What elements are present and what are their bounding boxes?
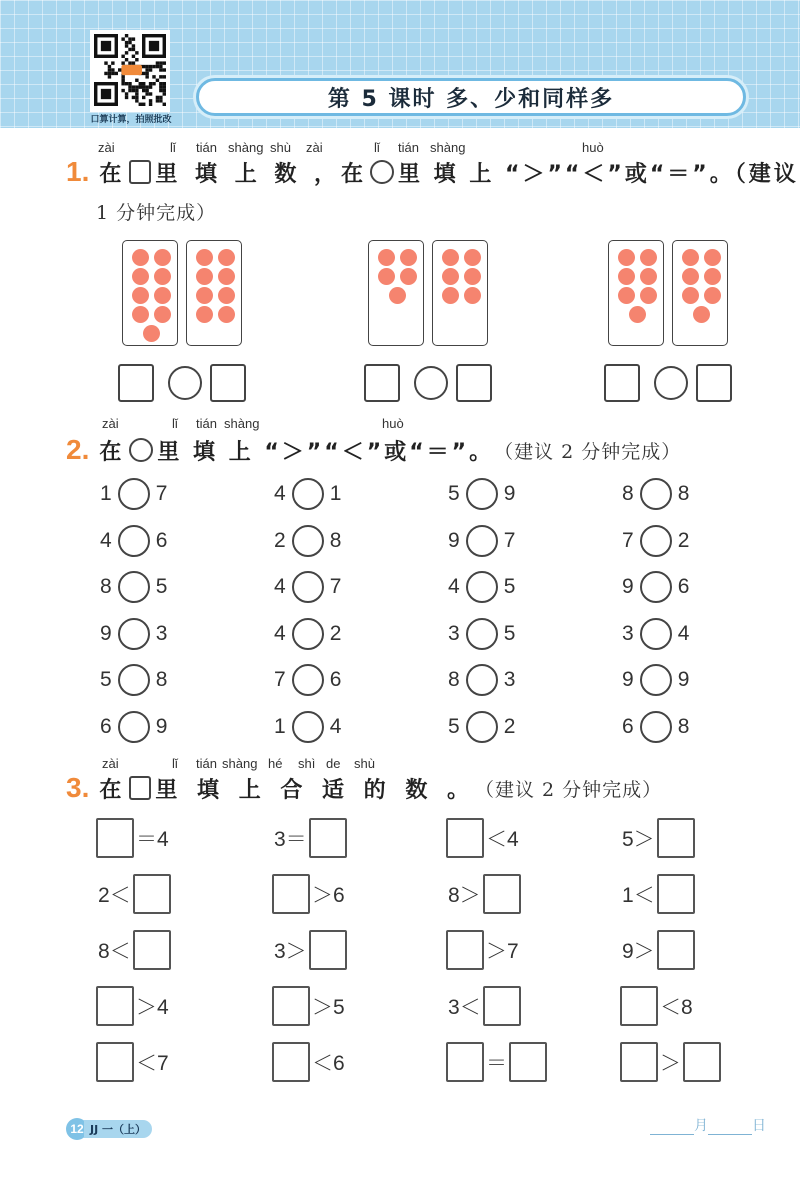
pinyin: tián xyxy=(196,140,217,155)
pinyin: de xyxy=(326,756,341,771)
fill-item xyxy=(272,818,347,858)
answer-box[interactable] xyxy=(604,364,640,402)
answer-box[interactable] xyxy=(309,930,347,970)
fill-item xyxy=(446,930,521,970)
pinyin: huò xyxy=(382,416,404,431)
pinyin: lǐ xyxy=(374,140,380,155)
pinyin: huò xyxy=(582,140,604,155)
expression-text: 3＝ xyxy=(274,828,307,851)
day-blank[interactable] xyxy=(708,1121,752,1135)
pinyin: lǐ xyxy=(172,756,178,771)
compare-circle[interactable] xyxy=(292,478,324,510)
counter-dot xyxy=(154,268,171,285)
pinyin: shàng xyxy=(430,140,466,155)
expression-text: ＞7 xyxy=(486,940,519,963)
compare-item xyxy=(274,476,341,512)
expression-text: ＜4 xyxy=(486,828,519,851)
compare-circle[interactable] xyxy=(118,525,150,557)
q3-heading xyxy=(66,768,662,808)
q2-heading xyxy=(66,430,681,470)
dot-card xyxy=(432,240,488,346)
compare-item xyxy=(448,709,515,745)
dot-card xyxy=(608,240,664,346)
left-number: 9 xyxy=(100,621,112,645)
right-number: 2 xyxy=(503,714,516,738)
answer-box[interactable] xyxy=(683,1042,721,1082)
compare-item xyxy=(448,569,515,605)
compare-circle[interactable] xyxy=(118,478,150,510)
counter-dot xyxy=(442,287,459,304)
answer-box[interactable] xyxy=(657,874,695,914)
fill-item xyxy=(272,930,347,970)
expression-text: 2＜ xyxy=(98,884,131,907)
q2-text-a: 在 xyxy=(99,439,128,465)
right-number: 5 xyxy=(503,575,516,598)
answer-box[interactable] xyxy=(118,364,154,402)
pinyin: hé xyxy=(268,756,283,771)
answer-box[interactable] xyxy=(446,930,484,970)
right-number: 8 xyxy=(677,714,690,738)
compare-circle[interactable] xyxy=(466,618,498,650)
q3-text-a: 在 xyxy=(99,777,128,803)
answer-box[interactable] xyxy=(96,986,134,1026)
counter-dot xyxy=(132,249,149,266)
left-number: 4 xyxy=(274,482,286,505)
compare-circle[interactable] xyxy=(640,664,672,696)
left-number: 4 xyxy=(274,575,286,598)
counter-dot xyxy=(640,287,657,304)
expression-text: ＞ xyxy=(660,1052,681,1075)
compare-circle[interactable] xyxy=(640,618,672,650)
pinyin: tián xyxy=(398,140,419,155)
compare-circle[interactable] xyxy=(292,711,324,743)
qr-code-frame xyxy=(90,30,170,112)
compare-item xyxy=(274,709,341,745)
fill-item xyxy=(96,818,171,858)
right-number: 6 xyxy=(677,575,690,598)
left-number: 8 xyxy=(448,668,460,691)
expression-text: 5＞ xyxy=(622,828,655,851)
pinyin: shàng xyxy=(228,140,264,155)
qr-code-icon xyxy=(94,34,166,106)
fill-item xyxy=(272,1042,347,1082)
compare-item xyxy=(622,569,689,605)
fill-item xyxy=(96,874,171,914)
pinyin: zài xyxy=(102,416,119,431)
right-number: 9 xyxy=(155,714,168,738)
fill-item xyxy=(620,818,695,858)
left-number: 8 xyxy=(622,482,634,505)
answer-box[interactable] xyxy=(696,364,732,402)
counter-dot xyxy=(442,268,459,285)
expression-text: ＞5 xyxy=(312,996,345,1019)
lesson-title: 第 5 课时 多、少和同样多 xyxy=(327,86,615,112)
compare-item xyxy=(100,476,167,512)
left-number: 5 xyxy=(100,668,112,691)
compare-item xyxy=(448,616,515,652)
counter-dot xyxy=(464,249,481,266)
pinyin: shì xyxy=(298,756,316,771)
qr-caption: 口算计算，拍照批改 xyxy=(90,115,172,125)
counter-dot xyxy=(629,306,646,323)
right-number: 2 xyxy=(329,621,342,645)
pinyin: tián xyxy=(196,416,217,431)
pinyin: tián xyxy=(196,756,217,771)
compare-item xyxy=(100,709,167,745)
fill-item xyxy=(96,930,171,970)
answer-box[interactable] xyxy=(96,1042,134,1082)
left-number: 4 xyxy=(100,528,112,552)
fill-item xyxy=(620,1042,721,1082)
header-band xyxy=(0,0,800,128)
fill-item xyxy=(446,1042,547,1082)
fill-item xyxy=(272,874,347,914)
counter-dot xyxy=(154,249,171,266)
q1-text-c: 里 填 上 “＞”“＜”或“＝”。（建议 xyxy=(398,161,799,187)
expression-text: ＝4 xyxy=(136,828,169,851)
dot-card xyxy=(186,240,242,346)
q3-text-b: 里 填 上 合 适 的 数 。 xyxy=(155,777,475,803)
expression-text: ＝ xyxy=(486,1052,507,1075)
page-number: 12 xyxy=(66,1118,88,1140)
left-number: 2 xyxy=(274,528,286,552)
compare-item xyxy=(622,616,689,652)
compare-item xyxy=(622,476,689,512)
counter-dot xyxy=(143,325,160,342)
compare-circle[interactable] xyxy=(414,366,448,400)
left-number: 5 xyxy=(448,714,460,738)
expression-text: ＜7 xyxy=(136,1052,169,1075)
left-number: 8 xyxy=(100,575,112,598)
right-number: 8 xyxy=(155,668,168,691)
right-number: 3 xyxy=(503,668,516,691)
answer-box[interactable] xyxy=(133,874,171,914)
dot-card xyxy=(672,240,728,346)
fill-item xyxy=(620,874,695,914)
counter-dot xyxy=(389,287,406,304)
edition-label: JJ 一（上） xyxy=(84,1120,152,1138)
left-number: 7 xyxy=(274,668,286,691)
counter-dot xyxy=(464,287,481,304)
compare-circle[interactable] xyxy=(640,478,672,510)
right-number: 3 xyxy=(155,621,168,645)
counter-dot xyxy=(132,306,149,323)
fill-item xyxy=(446,818,521,858)
answer-box[interactable] xyxy=(483,874,521,914)
left-number: 4 xyxy=(274,621,286,645)
expression-text: 8＜ xyxy=(98,940,131,963)
compare-circle[interactable] xyxy=(118,618,150,650)
expression-text: 3＞ xyxy=(274,940,307,963)
right-number: 9 xyxy=(503,482,516,505)
pinyin: shù xyxy=(270,140,291,155)
compare-circle[interactable] xyxy=(466,571,498,603)
counter-dot xyxy=(442,249,459,266)
answer-box[interactable] xyxy=(509,1042,547,1082)
fill-item xyxy=(620,986,695,1026)
answer-box[interactable] xyxy=(309,818,347,858)
answer-box[interactable] xyxy=(483,986,521,1026)
right-number: 6 xyxy=(155,528,168,552)
compare-item xyxy=(100,662,167,698)
dot-card xyxy=(122,240,178,346)
answer-box[interactable] xyxy=(446,818,484,858)
compare-item xyxy=(622,662,689,698)
counter-dot xyxy=(400,249,417,266)
fill-item xyxy=(446,874,521,914)
counter-dot xyxy=(704,249,721,266)
right-number: 8 xyxy=(677,482,690,505)
blank-circle-symbol xyxy=(370,160,394,184)
expression-text: ＞4 xyxy=(136,996,169,1019)
counter-dot xyxy=(154,306,171,323)
q3-number: 3. xyxy=(66,772,90,803)
expression-text: 9＞ xyxy=(622,940,655,963)
expression-text: 8＞ xyxy=(448,884,481,907)
q2-number: 2. xyxy=(66,434,90,465)
compare-circle[interactable] xyxy=(118,711,150,743)
compare-circle[interactable] xyxy=(466,664,498,696)
counter-dot xyxy=(196,306,213,323)
right-number: 5 xyxy=(155,575,168,598)
right-number: 7 xyxy=(329,575,342,598)
lesson-title-bar xyxy=(196,78,746,116)
compare-circle[interactable] xyxy=(118,571,150,603)
left-number: 1 xyxy=(100,482,112,505)
fill-item xyxy=(272,986,347,1026)
pinyin: zài xyxy=(102,756,119,771)
left-number: 1 xyxy=(274,714,286,738)
blank-box-symbol xyxy=(129,160,151,184)
answer-box[interactable] xyxy=(364,364,400,402)
compare-item xyxy=(274,616,341,652)
compare-circle[interactable] xyxy=(292,618,324,650)
compare-item xyxy=(100,523,167,559)
q1-number: 1. xyxy=(66,156,90,187)
compare-circle[interactable] xyxy=(640,711,672,743)
pinyin: lǐ xyxy=(170,140,176,155)
counter-dot xyxy=(464,268,481,285)
counter-dot xyxy=(682,268,699,285)
counter-dot xyxy=(154,287,171,304)
compare-item xyxy=(274,569,341,605)
counter-dot xyxy=(218,287,235,304)
counter-dot xyxy=(682,249,699,266)
left-number: 6 xyxy=(100,714,112,738)
compare-circle[interactable] xyxy=(292,571,324,603)
pinyin: zài xyxy=(306,140,323,155)
counter-dot xyxy=(196,287,213,304)
counter-dot xyxy=(618,268,635,285)
answer-box[interactable] xyxy=(657,930,695,970)
compare-item xyxy=(100,616,167,652)
counter-dot xyxy=(132,287,149,304)
compare-item xyxy=(100,569,167,605)
fill-item xyxy=(446,986,521,1026)
answer-box[interactable] xyxy=(620,986,658,1026)
month-blank[interactable] xyxy=(650,1121,694,1135)
left-number: 9 xyxy=(448,528,460,552)
expression-text: ＜8 xyxy=(660,996,693,1019)
fill-item xyxy=(96,986,171,1026)
expression-text: ＞6 xyxy=(312,884,345,907)
right-number: 8 xyxy=(329,528,342,552)
compare-circle[interactable] xyxy=(466,711,498,743)
q3-time-note: （建议 2 分钟完成） xyxy=(475,778,663,801)
counter-dot xyxy=(378,268,395,285)
pinyin: shù xyxy=(354,756,375,771)
answer-box[interactable] xyxy=(272,1042,310,1082)
answer-box[interactable] xyxy=(210,364,246,402)
q1-heading xyxy=(66,152,799,192)
right-number: 6 xyxy=(329,668,342,691)
right-number: 1 xyxy=(329,482,342,505)
q1-text-b: 里 填 上 数 ，在 xyxy=(155,161,369,187)
expression-text: 1＜ xyxy=(622,884,655,907)
counter-dot xyxy=(218,306,235,323)
counter-dot xyxy=(640,268,657,285)
counter-dot xyxy=(218,268,235,285)
fill-item xyxy=(620,930,695,970)
compare-circle[interactable] xyxy=(466,478,498,510)
blank-box-symbol xyxy=(129,776,151,800)
left-number: 9 xyxy=(622,668,634,691)
left-number: 6 xyxy=(622,714,634,738)
pinyin: shàng xyxy=(222,756,258,771)
answer-box[interactable] xyxy=(456,364,492,402)
compare-item xyxy=(448,523,515,559)
expression-text: 3＜ xyxy=(448,996,481,1019)
compare-item xyxy=(622,709,689,745)
left-number: 5 xyxy=(448,482,460,505)
right-number: 7 xyxy=(503,528,516,552)
q2-text-b: 里 填 上 “＞”“＜”或“＝”。 xyxy=(157,439,495,465)
left-number: 7 xyxy=(622,528,634,552)
left-number: 3 xyxy=(622,621,634,645)
left-number: 9 xyxy=(622,575,634,598)
expression-text: ＜6 xyxy=(312,1052,345,1075)
counter-dot xyxy=(693,306,710,323)
counter-dot xyxy=(704,287,721,304)
counter-dot xyxy=(400,268,417,285)
answer-box[interactable] xyxy=(133,930,171,970)
q2-time-note: （建议 2 分钟完成） xyxy=(494,440,682,463)
compare-item xyxy=(448,476,515,512)
right-number: 5 xyxy=(503,621,516,645)
answer-box[interactable] xyxy=(620,1042,658,1082)
compare-circle[interactable] xyxy=(640,571,672,603)
answer-box[interactable] xyxy=(446,1042,484,1082)
right-number: 2 xyxy=(677,528,690,552)
answer-box[interactable] xyxy=(657,818,695,858)
q1-time-note: 1 分钟完成） xyxy=(96,202,217,224)
right-number: 4 xyxy=(329,714,342,738)
compare-circle[interactable] xyxy=(640,525,672,557)
blank-circle-symbol xyxy=(129,438,153,462)
compare-circle[interactable] xyxy=(292,525,324,557)
answer-box[interactable] xyxy=(272,986,310,1026)
compare-item xyxy=(448,662,515,698)
counter-dot xyxy=(218,249,235,266)
answer-box[interactable] xyxy=(272,874,310,914)
counter-dot xyxy=(704,268,721,285)
right-number: 4 xyxy=(677,621,690,645)
counter-dot xyxy=(618,249,635,266)
compare-circle[interactable] xyxy=(292,664,324,696)
compare-item xyxy=(274,523,341,559)
compare-item xyxy=(622,523,689,559)
counter-dot xyxy=(618,287,635,304)
compare-circle[interactable] xyxy=(654,366,688,400)
dot-card xyxy=(368,240,424,346)
month-label: 月 xyxy=(694,1118,708,1134)
date-line xyxy=(650,1115,766,1135)
q1-text-a: 在 xyxy=(99,161,128,187)
counter-dot xyxy=(378,249,395,266)
compare-circle[interactable] xyxy=(466,525,498,557)
pinyin: zài xyxy=(98,140,115,155)
fill-item xyxy=(96,1042,171,1082)
pinyin: lǐ xyxy=(172,416,178,431)
counter-dot xyxy=(132,268,149,285)
counter-dot xyxy=(196,249,213,266)
right-number: 9 xyxy=(677,668,690,691)
compare-item xyxy=(274,662,341,698)
counter-dot xyxy=(640,249,657,266)
compare-circle[interactable] xyxy=(118,664,150,696)
compare-circle[interactable] xyxy=(168,366,202,400)
answer-box[interactable] xyxy=(96,818,134,858)
left-number: 3 xyxy=(448,621,460,645)
right-number: 7 xyxy=(155,482,168,505)
left-number: 4 xyxy=(448,575,460,598)
counter-dot xyxy=(682,287,699,304)
counter-dot xyxy=(196,268,213,285)
day-label: 日 xyxy=(752,1118,766,1134)
pinyin: shàng xyxy=(224,416,260,431)
